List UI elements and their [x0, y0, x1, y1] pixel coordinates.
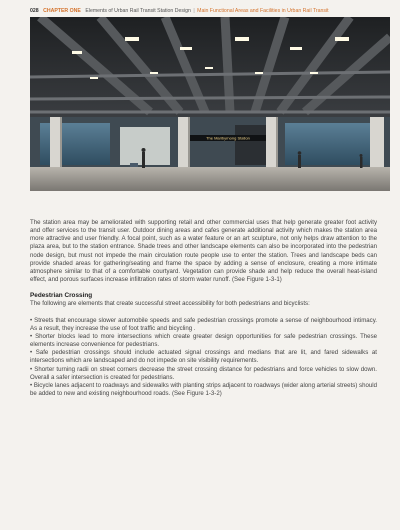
list-item: • Streets that encourage slower automobile speeds and safe pedestrian crossings promote a sense of neighbourhood intimacy. As a result, they increase the use of foot traffic and bicycling .	[30, 317, 377, 333]
crossing-elements-list	[30, 317, 377, 399]
page-number: 028	[30, 8, 39, 14]
station-photo-illustration	[30, 17, 390, 191]
station-photo	[30, 17, 390, 191]
chapter-label: CHAPTER ONE	[43, 8, 81, 14]
article-body	[30, 219, 377, 398]
breadcrumb-separator: |	[193, 8, 195, 14]
list-item: • Bicycle lanes adjacent to roadways and sidewalks with planting strips adjacent to roadways (wider along arterial streets) should be added to new and existing neighbourhood roads. (See Figure 1-3-2)	[30, 382, 377, 398]
list-item: • Shorter blocks lead to more intersections which create greater design opportunities for safe pedestrian crossings. These elements increase convenience for pedestrians.	[30, 333, 377, 349]
breadcrumb-subsection: Main Functional Areas and Facilities in Urban Rail Transit	[197, 8, 329, 14]
section-heading-pedestrian-crossing: Pedestrian Crossing	[30, 292, 93, 300]
list-item: • Safe pedestrian crossings should include actuated signal crossings and medians that are lit, and fared sidewalks at intersections which are landscaped and do not impede on site visibility requirements.	[30, 349, 377, 365]
list-item: • Shorter turning radii on street corners decrease the street crossing distance for pedestrians and force vehicles to slow down. Overall a safer intersection is created for pedestrians.	[30, 366, 377, 382]
running-header	[30, 8, 390, 15]
paragraph-station-area: The station area may be ameliorated with supporting retail and other commercial uses that help generate greater foot activity and offer services to the transit user. Outdoor dining areas and cafes generate additional activity which makes the station area more attractive and user friendly. A focal point, such as a water feature or an art sculpture, not only helps draw attention to the plaza area, but to the station entrance. Shade trees and other landscape elements can also be incorporated into the pedestrian node design, but must not impede the main circulation route people use to enter the station. Trees and landscape beds can provide shaded areas for gathering/seating and frame the space by adding a sense of enclosure, creating a more intimate atmosphere similar to that of a comfortable courtyard. Vegetation can provide shade and help reduce the overall heat-island effect, and porous surfaces increase infiltration rates of storm water runoff. (See Figure 1-3-1)	[30, 219, 377, 284]
breadcrumb-section: Elements of Urban Rail Transit Station Design	[85, 8, 191, 14]
station-sign-text: The Maribyrnong Station	[206, 135, 250, 141]
paragraph-intro: The following are elements that create successful street accessibility for both pedestrians and bicyclists:	[30, 300, 310, 308]
